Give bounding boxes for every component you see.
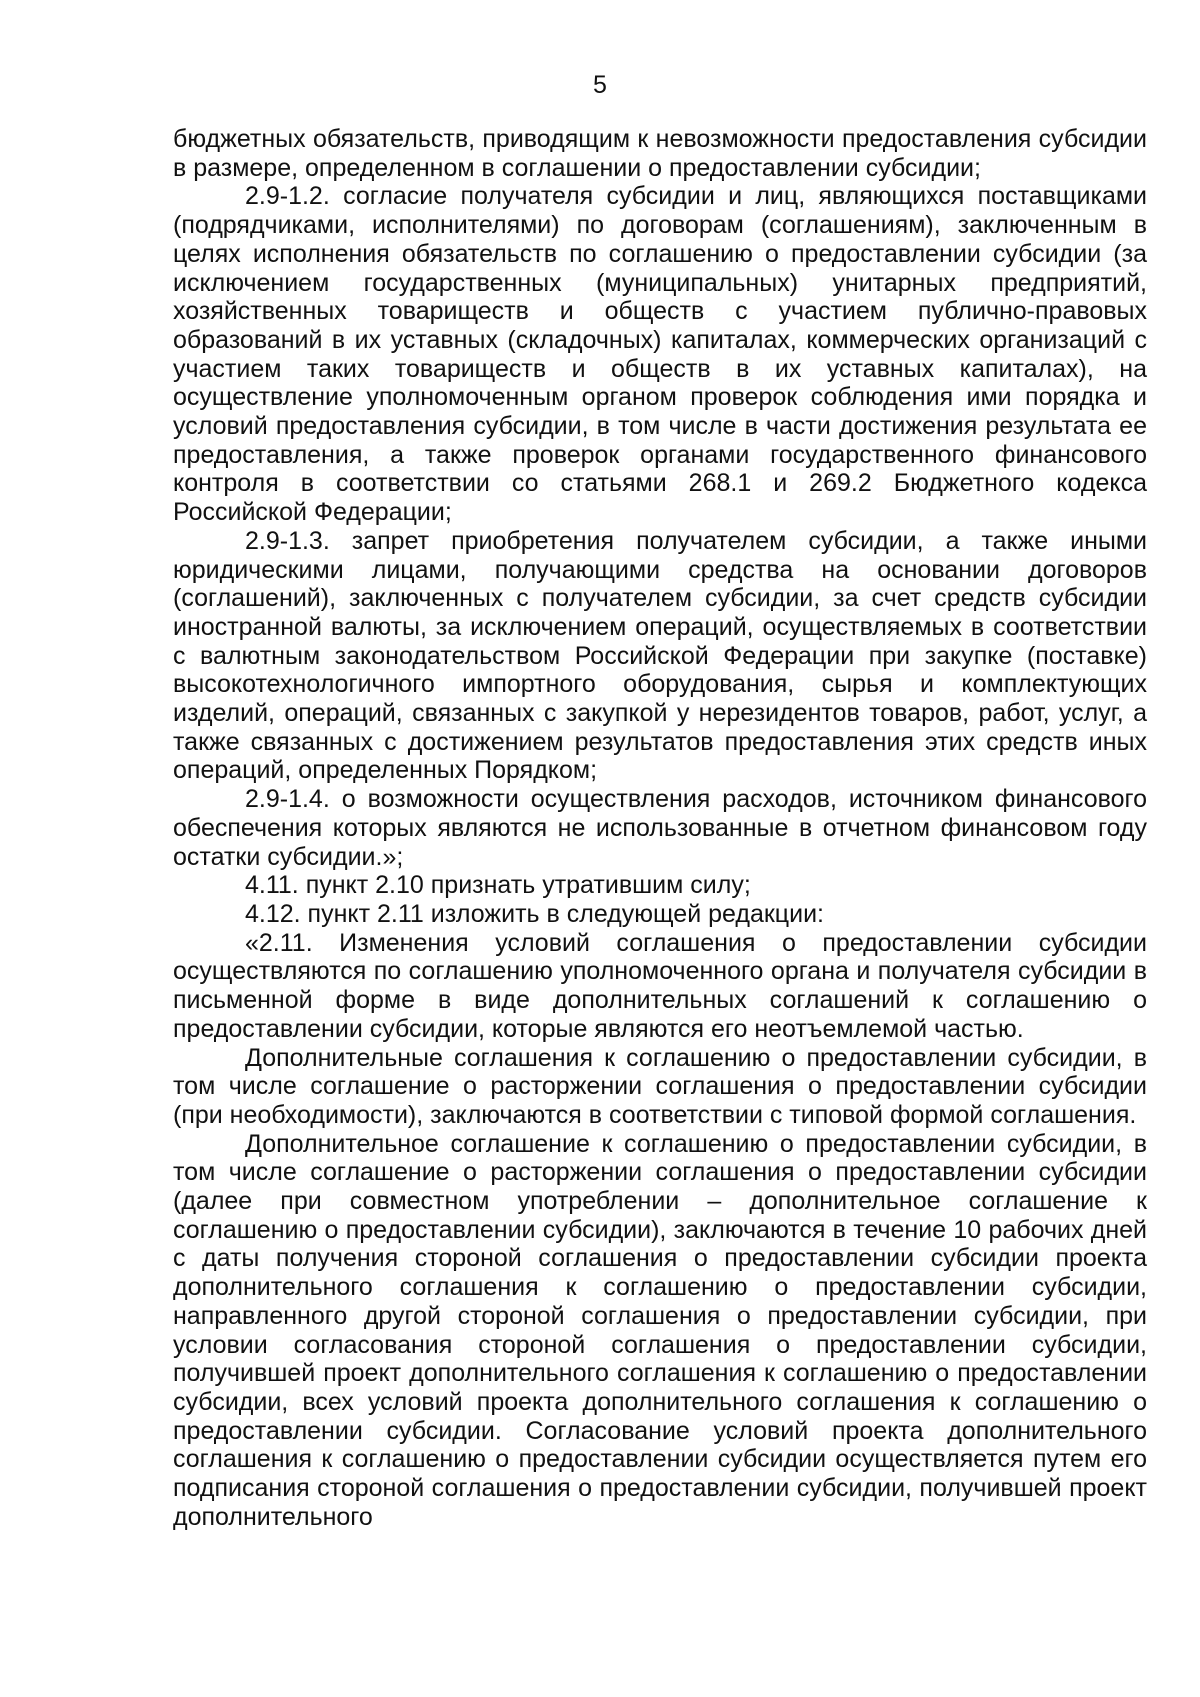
paragraph-2-9-1-3: 2.9-1.3. запрет приобретения получателем субсидии, а также иными юридическими лицами, получающими средства на основании договоров (соглашений), заключенных с получателем субсидии, за счет средств субсидии иностранной валюты, за исключением операций, осуществляемых в соответствии с валютным законодательством Российской Федерации при закупке (поставке) высокотехнологичного импортного оборудования, сырья и комплектующих изделий, операций, связанных с закупкой у нерезидентов товаров, работ, услуг, а также связанных с достижением результатов предоставления этих средств иных операций, определенных Порядком; xyxy=(173,526,1147,785)
paragraph-2-9-1-4: 2.9-1.4. о возможности осуществления расходов, источником финансового обеспечения которых являются не использованные в отчетном финансовом году остатки субсидии.»; xyxy=(173,785,1147,871)
paragraph-additional-agreement-terms: Дополнительное соглашение к соглашению о предоставлении субсидии, в том числе соглашение о расторжении соглашения о предоставлении субсидии (далее при совместном употреблении – дополнительное соглашение к соглашению о предоставлении субсидии), заключаются в течение 10 рабочих дней с даты получения стороной соглашения о предоставлении субсидии проекта дополнительного соглашения к соглашению о предоставлении субсидии, направленного другой стороной соглашения о предоставлении субсидии, при условии согласования стороной соглашения о предоставлении субсидии, получившей проект дополнительного соглашения к соглашению о предоставлении субсидии, всех условий проекта дополнительного соглашения к соглашению о предоставлении субсидии. Согласование условий проекта дополнительного соглашения к соглашению о предоставлении субсидии осуществляется путем его подписания стороной соглашения о предоставлении субсидии, получившей проект дополнительного xyxy=(173,1129,1147,1531)
paragraph-additional-agreements: Дополнительные соглашения к соглашению о предоставлении субсидии, в том числе соглашение о расторжении соглашения о предоставлении субсидии (при необходимости), заключаются в соответствии с типовой формой соглашения. xyxy=(173,1043,1147,1129)
paragraph-4-11: 4.11. пункт 2.10 признать утратившим силу; xyxy=(245,871,751,900)
page-number: 5 xyxy=(593,71,607,99)
paragraph-continuation: бюджетных обязательств, приводящим к невозможности предоставления субсидии в размере, определенном в соглашении о предоставлении субсидии; xyxy=(173,125,1147,182)
paragraph-4-12: 4.12. пункт 2.11 изложить в следующей редакции: xyxy=(245,899,824,928)
paragraph-2-9-1-2: 2.9-1.2. согласие получателя субсидии и лиц, являющихся поставщиками (подрядчиками, исполнителями) по договорам (соглашениям), заключенным в целях исполнения обязательств по соглашению о предоставлении субсидии (за исключением государственных (муниципальных) унитарных предприятий, хозяйственных товариществ и обществ с участием публично-правовых образований в их уставных (складочных) капиталах, коммерческих организаций с участием таких товариществ и обществ в их уставных капиталах), на осуществление уполномоченным органом проверок соблюдения ими порядка и условий предоставления субсидии, в том числе в части достижения результата ее предоставления, а также проверок органами государственного финансового контроля в соответствии со статьями 268.1 и 269.2 Бюджетного кодекса Российской Федерации; xyxy=(173,182,1147,527)
document-body xyxy=(173,125,1147,1531)
paragraph-2-11: «2.11. Изменения условий соглашения о предоставлении субсидии осуществляются по соглашению уполномоченного органа и получателя субсидии в письменной форме в виде дополнительных соглашений к соглашению о предоставлении субсидии, которые являются его неотъемлемой частью. xyxy=(173,928,1147,1043)
